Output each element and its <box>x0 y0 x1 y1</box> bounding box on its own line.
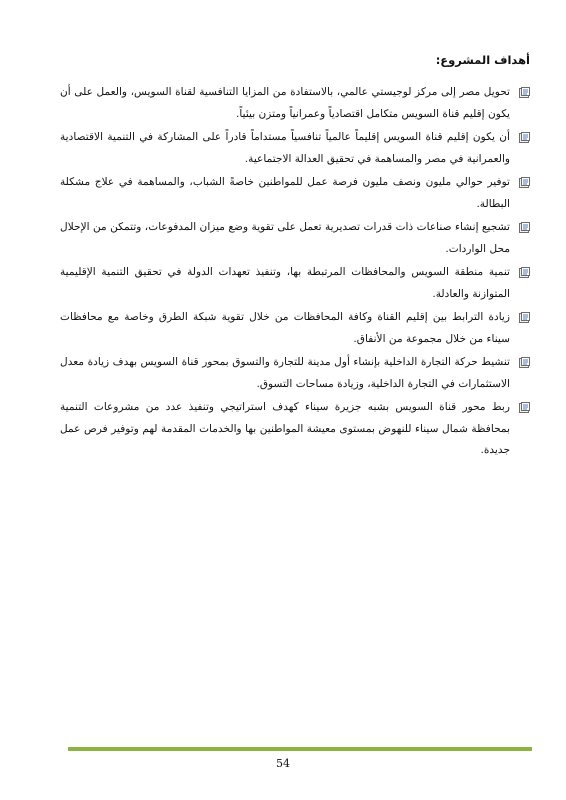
list-item <box>60 172 530 215</box>
goals-list <box>60 82 530 464</box>
goal-text: توفير حوالي مليون ونصف مليون فرصة عمل للمواطنين خاصةً الشباب، والمساهمة في علاج مشكلة البطالة. <box>60 176 510 210</box>
document-bullet-icon <box>519 222 530 233</box>
goal-text: تنشيط حركة التجارة الداخلية بإنشاء أول مدينة للتجارة والتسوق بمحور قناة السويس بهدف زيادة معدل الاستثمارات في التجارة الداخلية، وزيادة مساحات التسوق. <box>60 356 510 390</box>
document-bullet-icon <box>519 402 530 413</box>
list-item <box>60 82 530 125</box>
page-number: 54 <box>276 757 290 770</box>
section-heading: أهداف المشروع: <box>435 53 530 67</box>
document-bullet-icon <box>519 357 530 368</box>
list-item <box>60 397 530 462</box>
goal-text: ربط محور قناة السويس بشبه جزيرة سيناء كهدف استراتيجي وتنفيذ عدد من مشروعات التنمية بمحافظة شمال سيناء للنهوض بمستوى معيشة المواطنين بها والخدمات المقدمة لهم وتوفير فرص عمل جديدة. <box>60 401 510 456</box>
list-item <box>60 262 530 305</box>
goal-text: أن يكون إقليم قناة السويس إقليماً عالمياً تنافسياً مستداماً قادراً على المشاركة في التنمية الاقتصادية والعمرانية في مصر والمساهمة في تحقيق العدالة الاجتماعية. <box>60 131 510 165</box>
goal-text: زيادة الترابط بين إقليم القناة وكافة المحافظات من خلال تقوية شبكة الطرق وخاصة مع محافظات سيناء من خلال مجموعة من الأنفاق. <box>60 311 510 345</box>
footer-rule <box>68 747 532 751</box>
list-item <box>60 307 530 350</box>
goal-text: تنمية منطقة السويس والمحافظات المرتبطة بها، وتنفيذ تعهدات الدولة في تحقيق التنمية الإقليمية المتوازنة والعادلة. <box>60 266 510 300</box>
goal-text: تشجيع إنشاء صناعات ذات قدرات تصديرية تعمل على تقوية وضع ميزان المدفوعات، وتتمكن من الإحلال محل الواردات. <box>60 221 510 255</box>
document-bullet-icon <box>519 87 530 98</box>
list-item <box>60 127 530 170</box>
document-bullet-icon <box>519 267 530 278</box>
document-bullet-icon <box>519 312 530 323</box>
document-bullet-icon <box>519 132 530 143</box>
goal-text: تحويل مصر إلى مركز لوجيستي عالمي، بالاستفادة من المزايا التنافسية لقناة السويس، والعمل على أن يكون إقليم قناة السويس متكامل اقتصادياً وعمرانياً ومتزن بيئياً. <box>60 86 510 120</box>
document-bullet-icon <box>519 177 530 188</box>
list-item <box>60 217 530 260</box>
list-item <box>60 352 530 395</box>
